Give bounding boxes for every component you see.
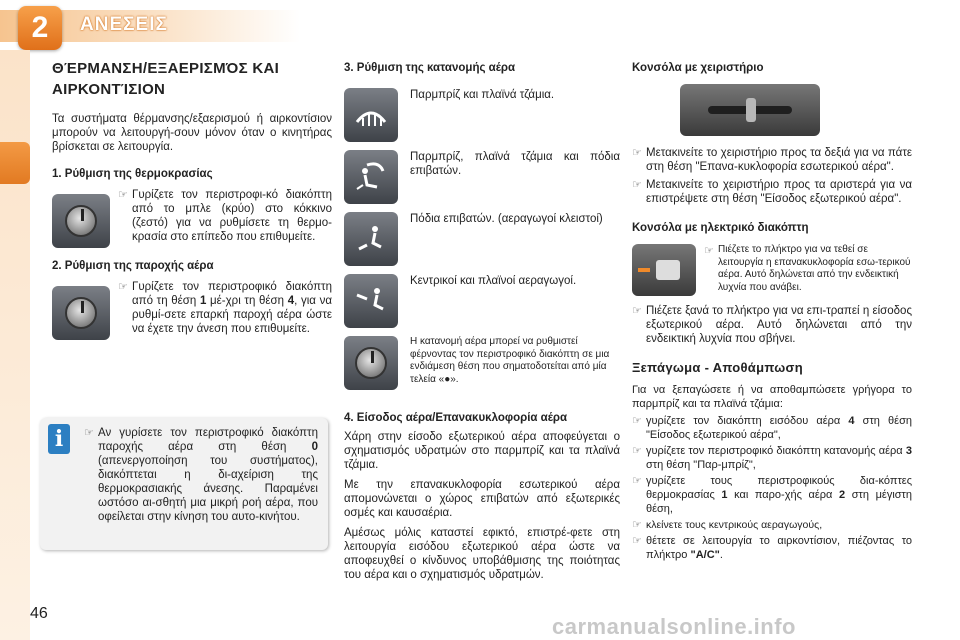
- pointing-hand-icon: ☞: [632, 519, 642, 531]
- page-title: ΑΝΕΣΕΙΣ: [80, 14, 168, 35]
- option-1-text: Παρμπρίζ και πλαϊνά τζάμια.: [410, 89, 555, 101]
- air-intake-p1: Χάρη στην είσοδο εξωτερικού αέρα αποφεύγεται ο σχηματισμός υδρατμών στο παρμπρίζ και τα πλαϊνά τζάμια.: [344, 431, 620, 471]
- feet-icon: [344, 212, 398, 266]
- pointing-hand-icon: ☞: [632, 535, 642, 547]
- lever-bullet-2: [632, 178, 912, 206]
- column-heating: [52, 60, 332, 340]
- pointing-hand-icon: ☞: [118, 281, 128, 293]
- defrost-step-1-text: γυρίζετε τον διακόπτη εισόδου αέρα 4 στη θέση "Είσοδος εξωτερικού αέρα",: [646, 415, 912, 441]
- pointing-hand-icon: ☞: [704, 245, 714, 257]
- watermark: carmanualsonline.info: [552, 614, 796, 639]
- temperature-knob-icon: [65, 205, 97, 237]
- electric-console-row: [632, 244, 912, 296]
- electric-bullet-1: [704, 244, 912, 294]
- intro-text: Τα συστήματα θέρμανσης/εξαερισμού ή αιρκοντίσιον μπορούν να λειτουργή-σουν μόνον όταν ο κινητήρας βρίσκεται σε λειτουργία.: [52, 113, 332, 153]
- chapter-badge: [18, 6, 62, 50]
- pointing-hand-icon: ☞: [632, 415, 642, 427]
- temperature-title: 1. Ρύθμιση της θερμοκρασίας: [52, 168, 213, 180]
- column-recirculation: [632, 60, 912, 562]
- windscreen-demist-icon: [344, 88, 398, 142]
- defrost-step-2: [632, 444, 912, 472]
- side-strip: [0, 50, 30, 640]
- recirculation-button-panel: [632, 244, 696, 296]
- lever-text-2: Μετακινείτε το χειριστήριο προς τα αριστερά για να επιστρέψετε στη θέση "Είσοδος εξωτερικού αέρα".: [646, 179, 912, 205]
- info-bullet: [84, 426, 318, 524]
- indicator-lamp-icon: [638, 268, 650, 272]
- windscreen-feet-icon: [344, 150, 398, 204]
- airflow-text: Γυρίζετε τον περιστροφικό διακόπτη από τη θέση 1 μέ-χρι τη θέση 4, για να ρυθμί-σετε επαρκή παροχή αέρα ώστε να έχετε την άνεση που επιθυμείτε.: [132, 281, 333, 335]
- recirculation-button-icon: [656, 260, 680, 280]
- option-5-text: Η κατανομή αέρα μπορεί να ρυθμιστεί φέρνοντας τον περιστροφικό διακόπτη σε μια ενδιάμεση θέση που σηματοδοτείται από μία τελεία «●».: [410, 336, 610, 385]
- option-3-text: Πόδια επιβατών. (αεραγωγοί κλειστοί): [410, 213, 603, 225]
- defrost-step-4: [632, 518, 912, 532]
- info-icon: i: [48, 424, 70, 454]
- pointing-hand-icon: ☞: [632, 475, 642, 487]
- defrost-step-5-text: θέτετε σε λειτουργία το αιρκοντίσιον, πιέζοντας το πλήκτρο "A/C".: [646, 535, 912, 561]
- defrost-step-3-text: γυρίζετε τους περιστροφικούς δια-κόπτες θερμοκρασίας 1 και παρο-χής αέρα 2 στη μέγιστη θέση,: [646, 475, 913, 515]
- defrost-step-3: [632, 474, 912, 516]
- distribution-title: 3. Ρύθμιση της κατανομής αέρα: [344, 62, 516, 74]
- defrost-step-4-text: κλείνετε τους κεντρικούς αεραγωγούς,: [646, 519, 823, 531]
- air-intake-title: 4. Είσοδος αέρα/Επανακυκλοφορία αέρα: [344, 412, 568, 424]
- electric-console-title: Κονσόλα με ηλεκτρικό διακόπτη: [632, 222, 809, 234]
- section-title-line1: ΘΈΡΜΑΝΣΗ/ΕΞΑΕΡΙΣΜΌΣ ΚΑΙ: [52, 60, 280, 77]
- distribution-knob-icon: [355, 347, 387, 379]
- defrost-title: Ξεπάγωμα - Αποθάμπωση: [632, 360, 803, 375]
- pointing-hand-icon: ☞: [632, 445, 642, 457]
- airflow-bullet: [118, 280, 332, 336]
- defrost-intro: Για να ξεπαγώσετε ή να αποθαμπώσετε γρήγορα το παρμπρίζ και τα πλαϊνά τζάμια:: [632, 384, 912, 410]
- electric-text-2: Πιέζετε ξανά το πλήκτρο για να επι-τραπεί η είσοδος εξωτερικού αέρα. Αυτό δηλώνεται από την ενδεικτική λυχνία που σβήνει.: [646, 305, 912, 345]
- recirculation-lever-panel: [680, 84, 820, 136]
- temperature-knob-panel: [52, 194, 110, 248]
- distribution-option-4: [344, 274, 620, 328]
- pointing-hand-icon: ☞: [632, 147, 642, 159]
- airflow-title: 2. Ρύθμιση της παροχής αέρα: [52, 260, 214, 272]
- pointing-hand-icon: ☞: [632, 179, 642, 191]
- distribution-option-5: [344, 336, 620, 390]
- page-header: [0, 0, 960, 50]
- lever-console-title: Κονσόλα με χειριστήριο: [632, 62, 764, 74]
- option-4-text: Κεντρικοί και πλαϊνοί αεραγωγοί.: [410, 275, 577, 287]
- electric-bullet-2: [632, 304, 912, 346]
- section-title-line2: ΑΙΡΚΟΝΤΊΣΙΟΝ: [52, 81, 166, 98]
- air-intake-p2: Με την επανακυκλοφορία εσωτερικού αέρα απομονώνεται ο χώρος επιβατών από εξωτερικές οσμές και καυσαέρια.: [344, 479, 620, 519]
- lever-bullet-1: [632, 146, 912, 174]
- airflow-row: [52, 280, 332, 340]
- info-text: Αν γυρίσετε τον περιστροφικό διακόπτη παροχής αέρα στη θέση 0 (απενεργοποίηση του συστήματος), διακόπτεται η δι-αχείριση της θερμοκρασιακής άνεσης. Παραμένει ωστόσο αι-σθητή μια μικρή ροή αέρα, που οφείλεται στην κίνηση του αυτο-κινήτου.: [98, 427, 318, 523]
- lever-handle-icon: [746, 98, 756, 122]
- face-vents-icon: [344, 274, 398, 328]
- airflow-knob-panel: [52, 286, 110, 340]
- airflow-knob-icon: [65, 297, 97, 329]
- temperature-row: [52, 188, 332, 248]
- info-note: [40, 418, 328, 550]
- pointing-hand-icon: ☞: [632, 305, 642, 317]
- electric-text-1: Πιέζετε το πλήκτρο για να τεθεί σε λειτουργία η επανακυκλοφορία εσω-τερικού αέρα. Αυτό δηλώνεται από την ενδεικτική λυχνία που ανάβει.: [718, 244, 911, 293]
- option-2-text: Παρμπρίζ, πλαϊνά τζάμια και πόδια επιβατών.: [410, 151, 620, 177]
- distribution-option-2: [344, 150, 620, 204]
- air-intake-p3: Αμέσως μόλις καταστεί εφικτό, επιστρέ-φετε στη λειτουργία εισόδου εξωτερικού αέρα ώστε να αποφευχθεί ο κίνδυνος υποβάθμισης της ποιότητας του αέρα και ο σχηματισμός υδρατμών.: [344, 527, 620, 581]
- distribution-knob-panel: [344, 336, 398, 390]
- pointing-hand-icon: ☞: [84, 427, 94, 439]
- page-number: 46: [30, 605, 48, 622]
- defrost-step-2-text: γυρίζετε τον περιστροφικό διακόπτη κατανομής αέρα 3 στη θέση "Παρ-μπρίζ",: [646, 445, 913, 471]
- distribution-option-3: [344, 212, 620, 266]
- pointing-hand-icon: ☞: [118, 189, 128, 201]
- defrost-step-1: [632, 414, 912, 442]
- distribution-option-1: [344, 88, 620, 142]
- temperature-bullet: [118, 188, 332, 244]
- temperature-text: Γυρίζετε τον περιστροφι-κό διακόπτη από το μπλε (κρύο) στο κόκκινο (ζεστό) για να ρυθμίσετε τη θερμο-κρασία στο επίπεδο που επιθυμείτε.: [132, 189, 332, 243]
- chapter-number: 2: [31, 11, 49, 44]
- lever-text-1: Μετακινείτε το χειριστήριο προς τα δεξιά για να πάτε στη θέση "Επανα-κυκλοφορία εσωτερικού αέρα".: [646, 147, 912, 173]
- side-tab-indicator: [0, 142, 30, 184]
- column-distribution: [344, 60, 620, 582]
- defrost-step-5: [632, 534, 912, 562]
